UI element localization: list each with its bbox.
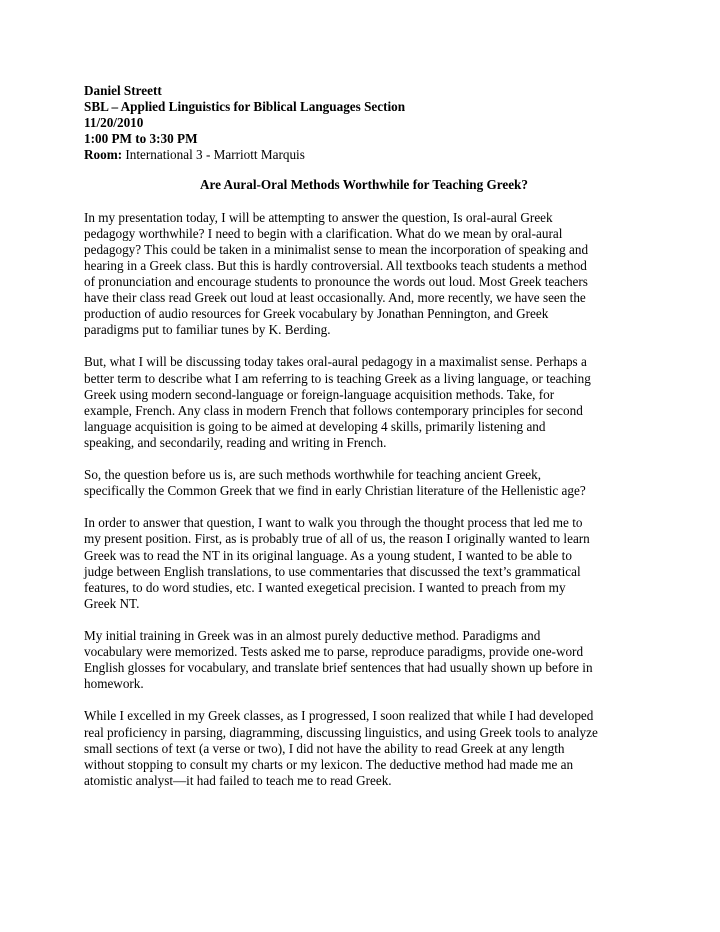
paragraph-line: without stopping to consult my charts or my lexicon. The deductive method had made me an: [84, 756, 574, 772]
paragraph-line: have their class read Greek out loud at least occasionally. And, more recently, we have seen the: [84, 290, 586, 306]
paragraph-line: production of audio resources for Greek vocabulary by Jonathan Pennington, and Greek: [84, 306, 549, 322]
session-date: 11/20/2010: [84, 115, 144, 131]
paragraph-line: specifically the Common Greek that we find in early Christian literature of the Hellenistic age?: [84, 483, 586, 499]
paragraph-line: pedagogy worthwhile? I need to begin with a clarification. What do we mean by oral-aural: [84, 225, 563, 241]
paragraph-line: example, French. Any class in modern French that follows contemporary principles for second: [84, 402, 583, 418]
body-paragraph: [84, 467, 644, 499]
paragraph-line: pedagogy? This could be taken in a minimalist sense to mean the incorporation of speaking and: [84, 241, 589, 257]
paragraph-line: paradigms put to familiar tunes by K. Berding.: [84, 322, 331, 338]
body-paragraph: [84, 515, 644, 612]
paragraph-line: better term to describe what I am referring to is teaching Greek as a living language, or teaching: [84, 370, 591, 386]
paragraph-line: In order to answer that question, I want to walk you through the thought process that led me to: [84, 515, 583, 531]
author-name: Daniel Streett: [84, 83, 162, 98]
session-time: 1:00 PM to 3:30 PM: [84, 131, 198, 147]
paragraph-line: So, the question before us is, are such methods worthwhile for teaching ancient Greek,: [84, 467, 542, 483]
body-paragraph: [84, 708, 644, 788]
paragraph-line: of pronunciation and encourage students to pronounce the words out loud. Most Greek teachers: [84, 273, 588, 289]
paragraph-line: features, to do word studies, etc. I wanted exegetical precision. I wanted to preach from my: [84, 579, 566, 595]
paragraph-line: While I excelled in my Greek classes, as I progressed, I soon realized that while I had developed: [84, 708, 594, 724]
body-paragraph: [84, 354, 644, 451]
session-room: [84, 147, 644, 163]
document-header: [84, 83, 644, 163]
paragraph-line: vocabulary were memorized. Tests asked me to parse, reproduce paradigms, provide one-word: [84, 644, 584, 660]
room-label: Room:: [84, 147, 123, 163]
paragraph-line: Greek was to read the NT in its original language. As a young student, I wanted to be able to: [84, 547, 572, 563]
body-paragraph: [84, 628, 644, 692]
paragraph-line: atomistic analyst—it had failed to teach me to read Greek.: [84, 772, 392, 788]
paragraph-line: But, what I will be discussing today takes oral-aural pedagogy in a maximalist sense. Perhaps a: [84, 354, 587, 370]
body-paragraph: [84, 210, 644, 339]
paragraph-line: judge between English translations, to use commentaries that discussed the text’s grammatical: [84, 563, 581, 579]
paragraph-line: homework.: [84, 676, 144, 692]
paragraph-line: language acquisition is going to be aimed at developing 4 skills, primarily listening and: [84, 418, 546, 434]
document-page: [84, 83, 644, 805]
document-body: [84, 210, 644, 789]
paragraph-line: My initial training in Greek was in an almost purely deductive method. Paradigms and: [84, 628, 541, 643]
room-value: International 3 - Marriott Marquis: [122, 147, 305, 163]
paragraph-line: small sections of text (a verse or two), I did not have the ability to read Greek at any length: [84, 740, 565, 756]
paragraph-line: Greek using modern second-language or foreign-language acquisition methods. Take, for: [84, 386, 555, 402]
document-title: Are Aural-Oral Methods Worthwhile for Teaching Greek?: [200, 177, 528, 193]
paragraph-line: Greek NT.: [84, 595, 140, 611]
paragraph-line: English glosses for vocabulary, and translate brief sentences that had usually shown up before in: [84, 660, 593, 676]
paragraph-line: hearing in a Greek class. But this is hardly controversial. All textbooks teach students a method: [84, 257, 587, 273]
paragraph-line: my present position. First, as is probably true of all of us, the reason I originally wanted to learn: [84, 531, 590, 547]
session-section: SBL – Applied Linguistics for Biblical Languages Section: [84, 99, 406, 115]
paragraph-line: real proficiency in parsing, diagramming, discussing linguistics, and using Greek tools to analyze: [84, 724, 598, 740]
paragraph-line: In my presentation today, I will be attempting to answer the question, Is oral-aural Greek: [84, 209, 553, 225]
paragraph-line: speaking, and secondarily, reading and writing in French.: [84, 434, 387, 450]
